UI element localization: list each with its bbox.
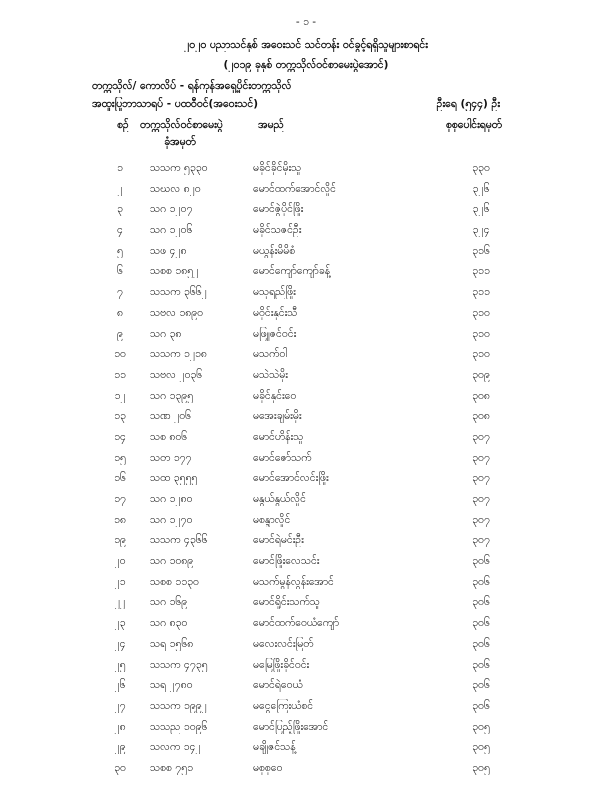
- serial-number: ၁၉: [114, 534, 126, 547]
- student-name: မသက်မွန်လွန်းအောင်: [253, 575, 334, 588]
- roll-number: သသက ၄၇၃၅: [150, 658, 208, 671]
- roll-number: သဂ ၁၂၀၆: [150, 224, 193, 237]
- serial-number: ၅: [117, 244, 123, 257]
- student-name: မသဲသဲမိုး: [253, 368, 288, 381]
- serial-number: ၁၄: [114, 430, 126, 443]
- total-score: ၃၀၈: [472, 410, 490, 423]
- total-score: ၃၂၄: [472, 224, 490, 237]
- student-name: မောင်ပြည့်ဖြိုးအောင်: [253, 720, 329, 733]
- student-name: မအေးချမ်းမိုး: [253, 410, 302, 423]
- document-subtitle: (၂၀၁၉ ခုနှစ် တက္ကသိုလ်ဝင်စာမေးပွဲအောင်): [223, 59, 389, 71]
- serial-number: ၂၀: [114, 555, 126, 568]
- student-name: မောင်ထက်အောင်လှိုင်: [253, 182, 337, 195]
- roll-number: သဂ ၁၂၈၀: [150, 493, 193, 505]
- table-row: [0, 427, 612, 448]
- total-score: ၃၀၅: [472, 761, 490, 774]
- serial-number: ၁၈: [114, 513, 126, 526]
- roll-number: သသည ၁၀၉၆: [150, 720, 208, 733]
- student-name: မောင်ထက်ဝေယံကျော်: [253, 617, 340, 630]
- serial-number: ၁၁: [114, 368, 126, 381]
- serial-number: ၇: [117, 286, 123, 299]
- serial-number: ၂၂: [114, 596, 126, 609]
- header-roll-number-line2: ခုံအမှတ်: [164, 136, 196, 148]
- student-name: မောင်ရဲဝေယံ: [253, 679, 303, 692]
- student-name: မစန္ဒာလှိုင်: [253, 513, 291, 526]
- serial-number: ၄: [117, 224, 123, 237]
- total-score: ၃၁၀: [472, 327, 490, 340]
- university-line: တက္ကသိုလ်/ ကောလိပ် - ရန်ကုန်အရှေ့ပိုင်းတက္ကသိုလ်: [92, 80, 292, 92]
- student-name: မဝိုင်းနှင်းသီ: [253, 306, 298, 319]
- roll-number: သသက ၁၂၁၈: [150, 348, 207, 361]
- total-score: ၃၀၆: [472, 617, 490, 630]
- serial-number: ၈: [117, 306, 123, 319]
- serial-number: ၁၅: [114, 451, 126, 464]
- student-name: မောင်ဇွဲပိုင်ဖြိုး: [253, 203, 304, 216]
- student-name: မလေးလင်းမြတ်: [253, 637, 314, 650]
- student-name: မောင်ရှိုင်းသက်သူ: [253, 596, 320, 609]
- table-row: [0, 737, 612, 758]
- student-name: မယွန်းမိမိစံ: [253, 244, 296, 257]
- student-name: မောင်ဟိန်းသူ: [253, 430, 304, 443]
- roll-number: သသက ၄၃၆၆: [150, 534, 208, 547]
- total-score: ၃၀၆: [472, 637, 490, 650]
- total-score: ၃၀၇: [472, 513, 490, 526]
- total-score: ၃၀၆: [472, 596, 490, 609]
- student-name: မောင်ကျော်ကျော်ခန့်: [253, 265, 331, 278]
- student-name: မချိုဇင်သန့်: [253, 741, 296, 754]
- roll-number: သတ ၁၇၇: [150, 451, 192, 464]
- serial-number: ၂၃: [114, 617, 126, 630]
- roll-number: သဃလ ၈၂၀: [150, 182, 201, 195]
- table-row: [0, 468, 612, 489]
- table-row: [0, 282, 612, 303]
- serial-number: ၁၀: [114, 348, 126, 361]
- serial-number: ၃၀: [114, 761, 126, 774]
- student-name: မဖြူဇင်ဝင်း: [253, 327, 297, 340]
- roll-number: သဂ ၁၀၈၉: [150, 555, 194, 568]
- student-name: မငွေကြေးယံစင်: [253, 699, 314, 712]
- table-row: [0, 220, 612, 241]
- results-table: [0, 158, 612, 783]
- total-score: ၃၁၀: [472, 348, 490, 361]
- roll-number: သဂ ၁၂၀၇: [150, 203, 193, 216]
- table-row: [0, 406, 612, 427]
- table-row: [0, 592, 612, 613]
- table-row: [0, 158, 612, 179]
- table-row: [0, 179, 612, 200]
- roll-number: သရ ၂၇၈၀: [150, 679, 193, 692]
- student-name: မနွယ်နွယ်လှိုင်: [253, 493, 306, 505]
- roll-number: သဂ ၁၆၉: [150, 596, 188, 609]
- serial-number: ၉: [117, 327, 123, 340]
- student-name: မောင်ဖြိုးလေသင်း: [253, 555, 320, 568]
- roll-number: သဂ ၈၃၀: [150, 617, 188, 630]
- table-row: [0, 344, 612, 365]
- roll-number: သဖ ၄၂၈: [150, 244, 187, 257]
- roll-number: သဗလ ၁၈၉၀: [150, 306, 204, 319]
- total-score: ၃၀၇: [472, 451, 490, 464]
- table-row: [0, 634, 612, 655]
- student-name: မောင်ရဲမင်းဦး: [253, 534, 304, 547]
- total-score: ၃၀၆: [472, 658, 490, 671]
- roll-number: သစစ ၇၅၁: [150, 761, 194, 774]
- roll-number: သဗလ ၂၀၃၆: [150, 368, 203, 381]
- total-score: ၃၀၇: [472, 493, 490, 505]
- serial-number: ၁၂: [114, 389, 126, 402]
- table-row: [0, 551, 612, 572]
- table-row: [0, 324, 612, 345]
- table-row: [0, 613, 612, 634]
- total-score: ၃၀၆: [472, 555, 490, 568]
- total-score: ၃၀၉: [472, 368, 490, 381]
- serial-number: ၆: [117, 265, 123, 278]
- roll-number: သလက ၁၄၂: [150, 741, 201, 754]
- header-name: အမည်: [258, 119, 284, 131]
- serial-number: ၂၆: [114, 679, 126, 692]
- total-score: ၃၀၇: [472, 430, 490, 443]
- roll-number: သဏ ၂၀၆: [150, 410, 192, 423]
- serial-number: ၂၉: [114, 741, 126, 754]
- table-row: [0, 448, 612, 469]
- serial-number: ၂: [117, 182, 123, 195]
- student-name: မသက်ဝါ: [253, 348, 288, 361]
- student-name: မခိုင်သဇင်ဦး: [253, 224, 302, 237]
- total-score: ၃၀၅: [472, 741, 490, 754]
- total-score: ၃၀၇: [472, 472, 490, 485]
- roll-number: သသက ၅၃၃၀: [150, 162, 208, 174]
- page-number: - ၁ -: [295, 16, 317, 28]
- table-row: [0, 655, 612, 676]
- serial-number: ၂၄: [114, 637, 126, 650]
- table-row: [0, 572, 612, 593]
- table-row: [0, 758, 612, 779]
- major-line: အထူးပြုဘာသာရပ် - ပထဝီဝင်(အဝေးသင်): [92, 98, 259, 110]
- table-row: [0, 696, 612, 717]
- student-name: မခိုင်ခိုင်မိုးသူ: [253, 162, 302, 174]
- total-score: ၃၂၆: [472, 203, 490, 216]
- table-row: [0, 530, 612, 551]
- serial-number: ၂၇: [114, 699, 126, 712]
- header-roll-number: တက္ကသိုလ်ဝင်စာမေးပွဲ: [140, 119, 223, 131]
- roll-number: သဂ ၁၃၉၅: [150, 389, 194, 402]
- student-name: မစုစုဝေ: [253, 761, 283, 774]
- roll-number: သစစ ၁၁၃၀: [150, 575, 199, 588]
- header-serial-number: စဉ်: [117, 119, 129, 131]
- table-row: [0, 510, 612, 531]
- total-score: ၃၁၆: [472, 244, 490, 257]
- roll-number: သရ ၁၅၆၈: [150, 637, 194, 650]
- student-count: ဦးရေ (၅၄၄) ဦး: [436, 98, 500, 110]
- roll-number: သစစ ၁၈၅၂: [150, 265, 199, 278]
- table-row: [0, 365, 612, 386]
- total-score: ၃၀၈: [472, 389, 490, 402]
- document-title: ၂၀၂၀ ပညာသင်နှစ် အဝေးသင် သင်တန်း ဝင်ခွင့်ရရှိသူများစာရင်း: [184, 39, 428, 51]
- roll-number: သဂ ၁၂၇၀: [150, 513, 193, 526]
- total-score: ၃၁၀: [472, 306, 490, 319]
- table-row: [0, 241, 612, 262]
- total-score: ၃၀၇: [472, 534, 490, 547]
- header-total-score: စုစုပေါင်းရမှတ်: [445, 119, 502, 131]
- table-row: [0, 261, 612, 282]
- student-name: မခိုင်နှင်းဝေ: [253, 389, 297, 402]
- table-row: [0, 717, 612, 738]
- total-score: ၃၁၁: [472, 265, 490, 278]
- student-name: မောင်ဇော်သက်: [253, 451, 312, 464]
- serial-number: ၁: [117, 162, 123, 174]
- serial-number: ၃: [117, 203, 123, 216]
- serial-number: ၂၅: [114, 658, 126, 671]
- serial-number: ၁၆: [114, 472, 126, 485]
- student-name: မမြေဖြိုးခိုင်ဝင်း: [253, 658, 310, 671]
- serial-number: ၂၈: [114, 720, 126, 733]
- roll-number: သထ ၃၅၅၅: [150, 472, 198, 485]
- serial-number: ၁၃: [114, 410, 126, 423]
- table-row: [0, 386, 612, 407]
- serial-number: ၂၁: [114, 575, 126, 588]
- table-row: [0, 675, 612, 696]
- total-score: ၃၂၆: [472, 182, 490, 195]
- serial-number: ၁၇: [114, 493, 126, 505]
- table-row: [0, 303, 612, 324]
- table-row: [0, 199, 612, 220]
- total-score: ၃၃၀: [472, 162, 490, 174]
- total-score: ၃၁၁: [472, 286, 490, 299]
- table-row: [0, 489, 612, 510]
- student-name: မောင်အောင်လင်းဖြိုး: [253, 472, 329, 485]
- student-name: မသုရည်ဖြိုး: [253, 286, 296, 299]
- total-score: ၃၀၅: [472, 720, 490, 733]
- roll-number: သဂ ၃၈: [150, 327, 182, 340]
- roll-number: သစ ၈၀၆: [150, 430, 188, 443]
- roll-number: သသက ၃၆၆၂: [150, 286, 207, 299]
- total-score: ၃၀၆: [472, 699, 490, 712]
- total-score: ၃၀၆: [472, 679, 490, 692]
- roll-number: သသက ၁၉၉၂: [150, 699, 207, 712]
- total-score: ၃၀၆: [472, 575, 490, 588]
